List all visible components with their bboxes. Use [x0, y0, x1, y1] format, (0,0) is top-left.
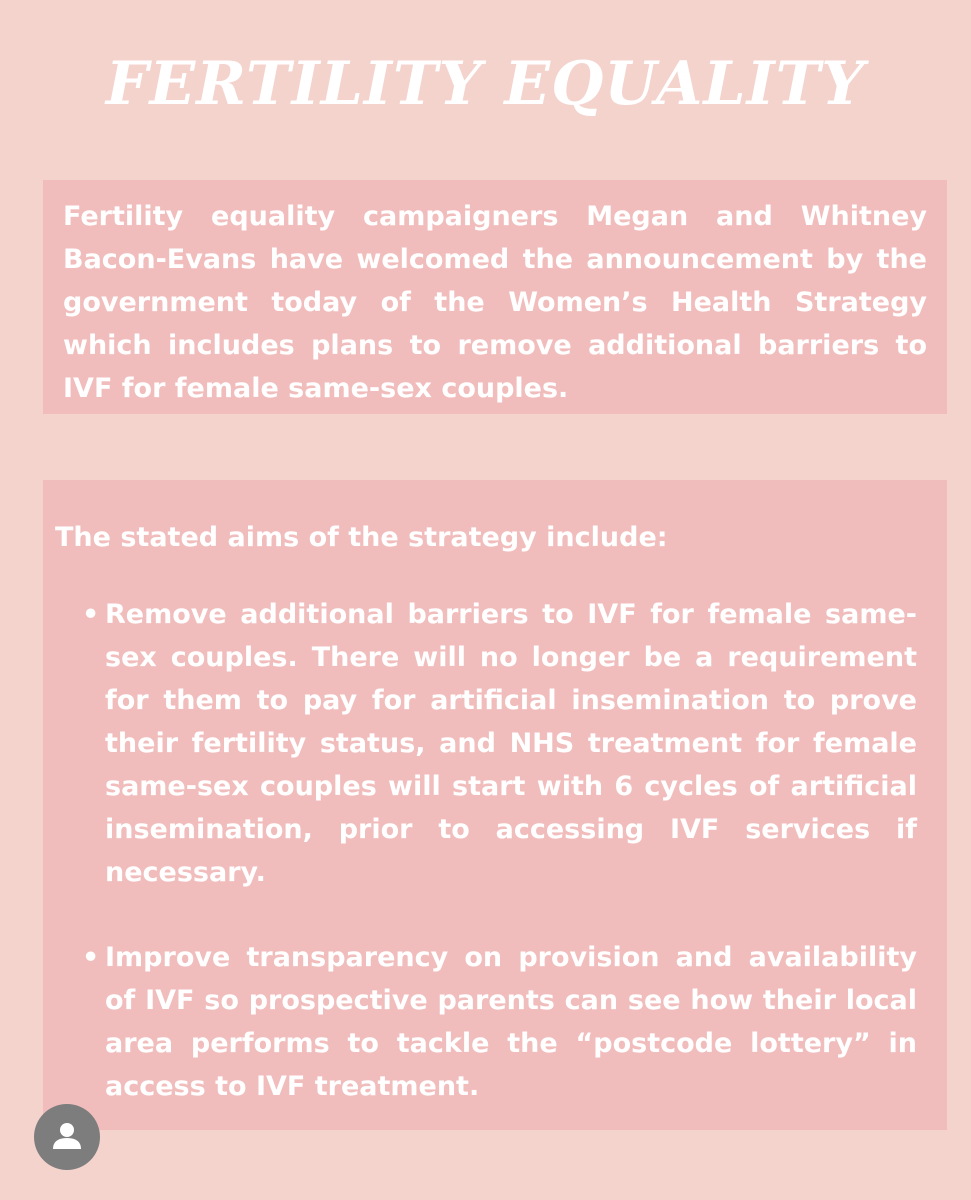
aim-text: Remove additional barriers to IVF for female same-sex couples. There will no longer be a requirement for them to pay for artificial insemination to prove their fertility status, and NHS treatment for female same-sex couples will start with 6 cycles of artificial insemination, prior to accessing IVF services if necessary. — [105, 599, 917, 888]
bullet-icon: • — [82, 599, 100, 630]
aims-list — [55, 593, 917, 1108]
page-title: FERTILITY EQUALITY — [105, 49, 866, 119]
intro-box — [43, 180, 947, 414]
aim-text: Improve transparency on provision and availability of IVF so prospective parents can see how their local area performs to tackle the “postcode lottery” in access to IVF treatment. — [105, 942, 917, 1102]
aims-heading: The stated aims of the strategy include: — [55, 522, 668, 553]
list-item — [55, 936, 917, 1108]
list-item — [55, 593, 917, 894]
user-avatar-icon[interactable] — [34, 1104, 100, 1170]
intro-paragraph: Fertility equality campaigners Megan and Whitney Bacon-Evans have welcomed the announcement by the government today of the Women’s Health Strategy which includes plans to remove additional barriers to IVF for female same-sex couples. — [63, 201, 927, 404]
aims-box — [43, 480, 947, 1130]
bullet-icon: • — [82, 942, 100, 973]
